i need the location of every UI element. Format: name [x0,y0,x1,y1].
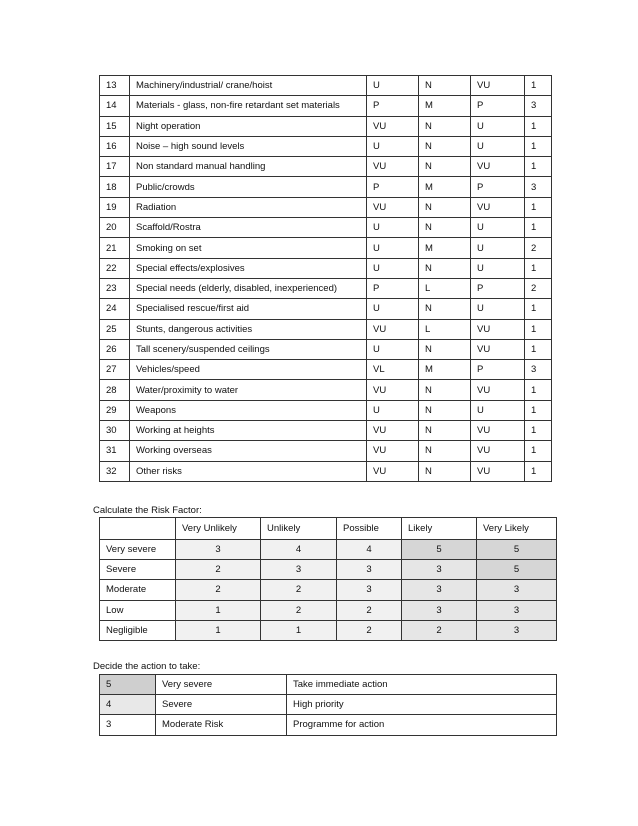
action-level: Moderate Risk [156,715,287,735]
risk-matrix-table [99,517,557,641]
hazard-rating: VU [367,116,419,136]
column-header: Unlikely [261,518,337,540]
hazard-name: Night operation [130,116,367,136]
hazard-rating: U [367,238,419,258]
hazard-rating: U [367,400,419,420]
hazard-rating: P [471,360,525,380]
column-header: Very Likely [477,518,557,540]
hazard-rating: VU [471,197,525,217]
hazard-name: Working at heights [130,421,367,441]
hazard-rating: VU [471,319,525,339]
hazard-row [100,299,552,319]
hazard-number: 24 [100,299,130,319]
hazard-row [100,177,552,197]
hazard-rating: N [419,421,471,441]
hazard-row [100,380,552,400]
hazard-row [100,360,552,380]
column-header: Possible [337,518,402,540]
risk-score-cell: 2 [261,580,337,600]
hazard-number: 18 [100,177,130,197]
hazard-number: 23 [100,278,130,298]
hazard-rating: N [419,339,471,359]
hazard-name: Vehicles/speed [130,360,367,380]
hazard-rating: N [419,380,471,400]
hazard-name: Weapons [130,400,367,420]
hazard-score: 1 [525,136,552,156]
hazard-name: Noise – high sound levels [130,136,367,156]
risk-matrix-row [100,580,557,600]
risk-score-cell: 4 [261,540,337,560]
hazard-number: 28 [100,380,130,400]
hazard-name: Special effects/explosives [130,258,367,278]
hazard-score: 3 [525,360,552,380]
hazard-rating: N [419,400,471,420]
hazard-score: 1 [525,299,552,319]
risk-score-cell: 2 [176,560,261,580]
hazard-rating: P [367,278,419,298]
hazard-rating: L [419,319,471,339]
hazard-rating: VU [367,319,419,339]
hazard-rating: U [367,339,419,359]
hazard-row [100,76,552,96]
hazard-rating: U [367,76,419,96]
hazard-score: 3 [525,177,552,197]
hazard-name: Tall scenery/suspended ceilings [130,339,367,359]
risk-score-cell: 2 [176,580,261,600]
risk-score-cell: 1 [176,620,261,640]
hazard-rating: L [419,278,471,298]
hazard-rating: U [471,299,525,319]
risk-score-cell: 3 [261,560,337,580]
hazard-rating: VU [471,380,525,400]
hazard-row [100,319,552,339]
severity-label: Low [100,600,176,620]
risk-score-cell: 3 [477,620,557,640]
action-row [100,675,557,695]
risk-score-cell: 2 [337,600,402,620]
risk-matrix-row [100,540,557,560]
hazard-number: 30 [100,421,130,441]
hazard-score: 1 [525,218,552,238]
severity-label: Very severe [100,540,176,560]
hazard-score: 1 [525,461,552,481]
risk-factor-caption: Calculate the Risk Factor: [93,505,202,516]
risk-score-cell: 2 [402,620,477,640]
hazard-number: 27 [100,360,130,380]
hazard-row [100,238,552,258]
hazard-rating: N [419,157,471,177]
hazard-rating: U [471,238,525,258]
hazard-row [100,339,552,359]
hazard-rating: N [419,461,471,481]
hazard-table-body [100,76,552,482]
hazard-rating: P [471,278,525,298]
hazard-score: 3 [525,96,552,116]
hazard-number: 14 [100,96,130,116]
hazard-score: 1 [525,339,552,359]
action-level: Severe [156,695,287,715]
hazard-rating: M [419,177,471,197]
hazard-rating: VU [471,157,525,177]
hazard-rating: VU [367,441,419,461]
hazard-number: 13 [100,76,130,96]
hazard-rating: VU [471,339,525,359]
hazard-rating: VU [471,441,525,461]
action-score: 4 [100,695,156,715]
risk-score-cell: 3 [337,580,402,600]
hazard-rating: U [367,218,419,238]
risk-matrix-corner-cell [100,518,176,540]
hazard-rating: N [419,441,471,461]
hazard-rating: VU [471,76,525,96]
hazard-score: 2 [525,238,552,258]
hazard-score: 1 [525,380,552,400]
hazard-table [99,75,552,482]
hazard-row [100,96,552,116]
risk-score-cell: 2 [337,620,402,640]
hazard-number: 31 [100,441,130,461]
action-row [100,695,557,715]
column-header: Likely [402,518,477,540]
action-caption: Decide the action to take: [93,661,201,672]
hazard-rating: N [419,76,471,96]
action-table-body [100,675,557,736]
hazard-name: Special needs (elderly, disabled, inexperienced) [130,278,367,298]
risk-score-cell: 5 [402,540,477,560]
hazard-rating: U [471,218,525,238]
hazard-score: 1 [525,441,552,461]
risk-matrix-row [100,620,557,640]
hazard-row [100,258,552,278]
hazard-row [100,441,552,461]
hazard-number: 19 [100,197,130,217]
hazard-rating: VU [367,421,419,441]
hazard-number: 29 [100,400,130,420]
hazard-row [100,461,552,481]
action-description: High priority [287,695,557,715]
risk-score-cell: 1 [176,600,261,620]
risk-matrix-body [100,540,557,641]
hazard-score: 1 [525,400,552,420]
risk-score-cell: 3 [402,600,477,620]
hazard-score: 1 [525,197,552,217]
hazard-rating: VL [367,360,419,380]
hazard-row [100,218,552,238]
hazard-rating: N [419,258,471,278]
hazard-number: 32 [100,461,130,481]
hazard-score: 1 [525,421,552,441]
hazard-number: 25 [100,319,130,339]
hazard-name: Specialised rescue/first aid [130,299,367,319]
risk-score-cell: 3 [176,540,261,560]
hazard-rating: VU [471,421,525,441]
hazard-rating: U [367,258,419,278]
hazard-rating: N [419,136,471,156]
hazard-rating: P [471,96,525,116]
hazard-rating: U [367,299,419,319]
hazard-name: Materials - glass, non-fire retardant set materials [130,96,367,116]
severity-label: Moderate [100,580,176,600]
risk-score-cell: 3 [477,580,557,600]
severity-label: Severe [100,560,176,580]
risk-score-cell: 5 [477,540,557,560]
column-header: Very Unlikely [176,518,261,540]
risk-score-cell: 4 [337,540,402,560]
hazard-rating: N [419,116,471,136]
risk-score-cell: 5 [477,560,557,580]
action-row [100,715,557,735]
hazard-score: 1 [525,319,552,339]
hazard-rating: P [471,177,525,197]
severity-label: Negligible [100,620,176,640]
hazard-rating: U [471,136,525,156]
hazard-name: Other risks [130,461,367,481]
hazard-rating: U [471,116,525,136]
hazard-row [100,278,552,298]
hazard-rating: VU [367,380,419,400]
hazard-name: Smoking on set [130,238,367,258]
risk-matrix-header-row [100,518,557,540]
hazard-rating: N [419,299,471,319]
risk-score-cell: 3 [402,580,477,600]
action-description: Take immediate action [287,675,557,695]
action-score: 3 [100,715,156,735]
hazard-name: Scaffold/Rostra [130,218,367,238]
hazard-rating: P [367,177,419,197]
hazard-row [100,116,552,136]
hazard-row [100,157,552,177]
risk-score-cell: 2 [261,600,337,620]
hazard-row [100,400,552,420]
hazard-score: 2 [525,278,552,298]
risk-score-cell: 1 [261,620,337,640]
hazard-name: Water/proximity to water [130,380,367,400]
hazard-name: Radiation [130,197,367,217]
hazard-rating: M [419,360,471,380]
risk-matrix-row [100,600,557,620]
hazard-rating: VU [367,461,419,481]
action-level: Very severe [156,675,287,695]
hazard-rating: N [419,197,471,217]
hazard-row [100,136,552,156]
hazard-name: Working overseas [130,441,367,461]
hazard-name: Machinery/industrial/ crane/hoist [130,76,367,96]
hazard-number: 21 [100,238,130,258]
hazard-rating: M [419,96,471,116]
hazard-score: 1 [525,157,552,177]
hazard-name: Public/crowds [130,177,367,197]
risk-score-cell: 3 [477,600,557,620]
hazard-row [100,421,552,441]
hazard-score: 1 [525,76,552,96]
hazard-number: 15 [100,116,130,136]
hazard-number: 26 [100,339,130,359]
hazard-number: 17 [100,157,130,177]
hazard-rating: M [419,238,471,258]
hazard-rating: N [419,218,471,238]
risk-score-cell: 3 [402,560,477,580]
hazard-rating: VU [367,197,419,217]
hazard-rating: VU [367,157,419,177]
hazard-rating: VU [471,461,525,481]
risk-score-cell: 3 [337,560,402,580]
hazard-score: 1 [525,116,552,136]
hazard-score: 1 [525,258,552,278]
risk-matrix-row [100,560,557,580]
action-score: 5 [100,675,156,695]
hazard-number: 22 [100,258,130,278]
hazard-rating: U [367,136,419,156]
hazard-row [100,197,552,217]
hazard-rating: U [471,258,525,278]
hazard-name: Stunts, dangerous activities [130,319,367,339]
hazard-number: 16 [100,136,130,156]
hazard-name: Non standard manual handling [130,157,367,177]
hazard-rating: U [471,400,525,420]
action-table [99,674,557,736]
hazard-rating: P [367,96,419,116]
action-description: Programme for action [287,715,557,735]
hazard-number: 20 [100,218,130,238]
